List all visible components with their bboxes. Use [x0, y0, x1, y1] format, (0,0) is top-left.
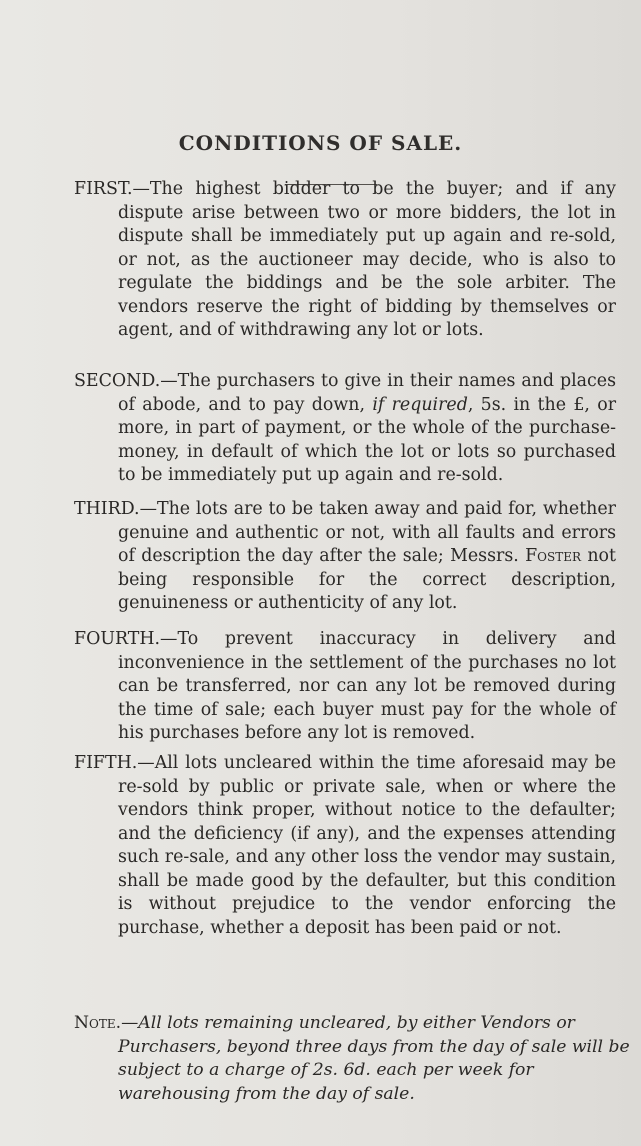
- auctioneer-name: Foster: [525, 546, 582, 566]
- note-lead: Note.—: [74, 1013, 139, 1033]
- clause-lead: THIRD.—: [74, 499, 157, 519]
- clause-text: The purchasers to give in their names and places of abode, and to pay down,: [118, 371, 616, 415]
- clause-text: not being responsible for the correct description, genuineness or authenticity of any lot.: [118, 546, 616, 613]
- clause-text: The lots are to be taken away and paid for, whether genuine and authentic or not, with all faults and errors of description the day after the sale; Messrs.: [118, 499, 616, 566]
- clause-fifth: [74, 752, 616, 940]
- clause-lead: FOURTH.—: [74, 629, 178, 649]
- clause-lead: SECOND.—: [74, 371, 178, 391]
- clause-lead: FIRST.—: [74, 179, 150, 199]
- clause-text: The highest bidder to be the buyer; and if any dispute arise between two or more bidders, the lot in dispute shall be immediately put up again and re-sold, or not, as the auctioneer may decide, who is also to regulate the biddings and be the sole arbiter. The vendors reserve the right of bidding by themselves or agent, and of withdrawing any lot or lots.: [118, 179, 616, 340]
- note: [74, 1012, 630, 1106]
- clause-lead: FIFTH.—: [74, 753, 155, 773]
- clause-text: , 5s. in the £, or more, in part of payment, or the whole of the purchase-money, in default of which the lot or lots so purchased to be immediately put up again and re-sold.: [118, 394, 617, 485]
- clause-first: [74, 178, 616, 343]
- clause-fourth: [74, 628, 616, 746]
- clause-emphasis: if required: [372, 394, 468, 415]
- clause-third: [74, 498, 616, 616]
- page-title: CONDITIONS OF SALE.: [178, 131, 463, 155]
- note-text: All lots remaining uncleared, by either Vendors or Purchasers, beyond three days from the day of sale will be subject to a charge of 2s. 6d. each per week for warehousing from the day of sale.: [118, 1013, 630, 1104]
- clause-text: All lots uncleared within the time aforesaid may be re-sold by public or private sale, when or where the vendors think proper, without notice to the defaulter; and the deficiency (if any), and the expenses attending such re-sale, and any other loss the vendor may sustain, shall be made good by the defaulter, but this condition is without prejudice to the vendor enforcing the purchase, whether a deposit has been paid or not.: [118, 753, 616, 938]
- clause-second: [74, 370, 616, 488]
- clause-text: To prevent inaccuracy in delivery and inconvenience in the settlement of the purchases no lot can be transferred, nor can any lot be removed during the time of sale; each buyer must pay for the whole of his purchases before any lot is removed.: [118, 629, 616, 743]
